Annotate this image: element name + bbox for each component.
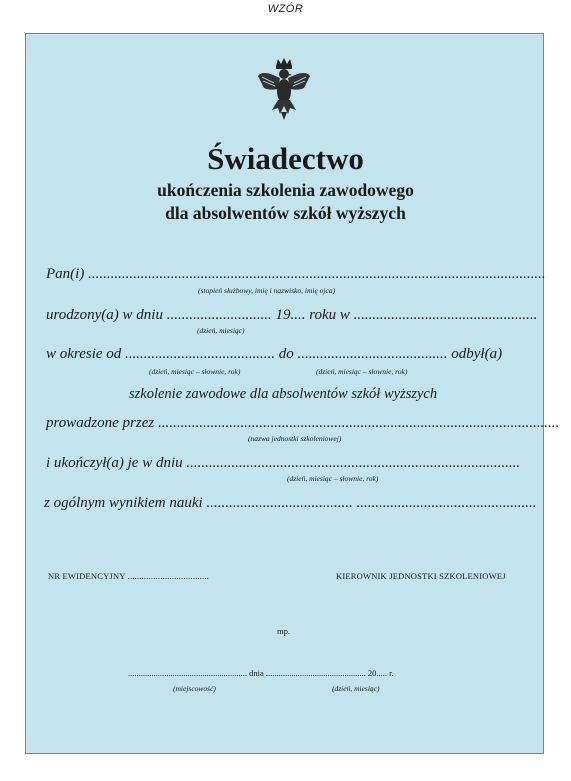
date-hint: (dzień, miesiąc) (332, 684, 380, 693)
field-birth-hint: (dzień, miesiąc) (197, 326, 245, 335)
certificate-title: Świadectwo (207, 141, 364, 176)
field-name-hint: (stopień służbowy, imię i nazwisko, imię ojca) (198, 286, 336, 295)
training-description: szkolenie zawodowe dla absolwentów szkół wyższych (129, 386, 438, 402)
field-period-hint-start: (dzień, miesiąc – słownie, rok) (149, 367, 241, 376)
place-hint: (miejscowość) (173, 684, 216, 693)
registry-number: NR EWIDENCYJNY ................................... (48, 571, 210, 581)
template-label: WZÓR (267, 3, 304, 15)
field-unit-line: prowadzone przez ........................................................................................................... (46, 415, 560, 431)
field-period-hint-end: (dzień, miesiąc – słownie, rok) (316, 367, 408, 376)
place-date-line: ........................................................ dnia ............................................... 20..... r. (128, 668, 394, 678)
field-period-line: w okresie od ........................................ do ........................................ odbył(a) (46, 346, 503, 362)
field-unit-hint: (nazwa jednostki szkoleniowej) (248, 434, 342, 443)
unit-head-label: KIEROWNIK JEDNOSTKI SZKOLENIOWEJ (336, 571, 506, 581)
field-completion-hint: (dzień, miesiąc – słownie, rok) (287, 474, 379, 483)
eagle-emblem-icon (254, 56, 314, 122)
field-completion-line: i ukończył(a) je w dniu ......................................................................................... (46, 455, 521, 471)
certificate-subtitle-1: ukończenia szkolenia zawodowego (157, 180, 414, 200)
certificate-subtitle-2: dla absolwentów szkół wyższych (165, 203, 406, 223)
field-name-line: Pan(i) .......................................................................................................................... (46, 266, 546, 282)
seal-place: mp. (277, 626, 290, 636)
field-birth-line: urodzony(a) w dniu ............................ 19.... roku w ................................................. (46, 307, 538, 323)
field-result-line: z ogólnym wynikiem nauki ....................................... ................................................ (44, 495, 537, 511)
